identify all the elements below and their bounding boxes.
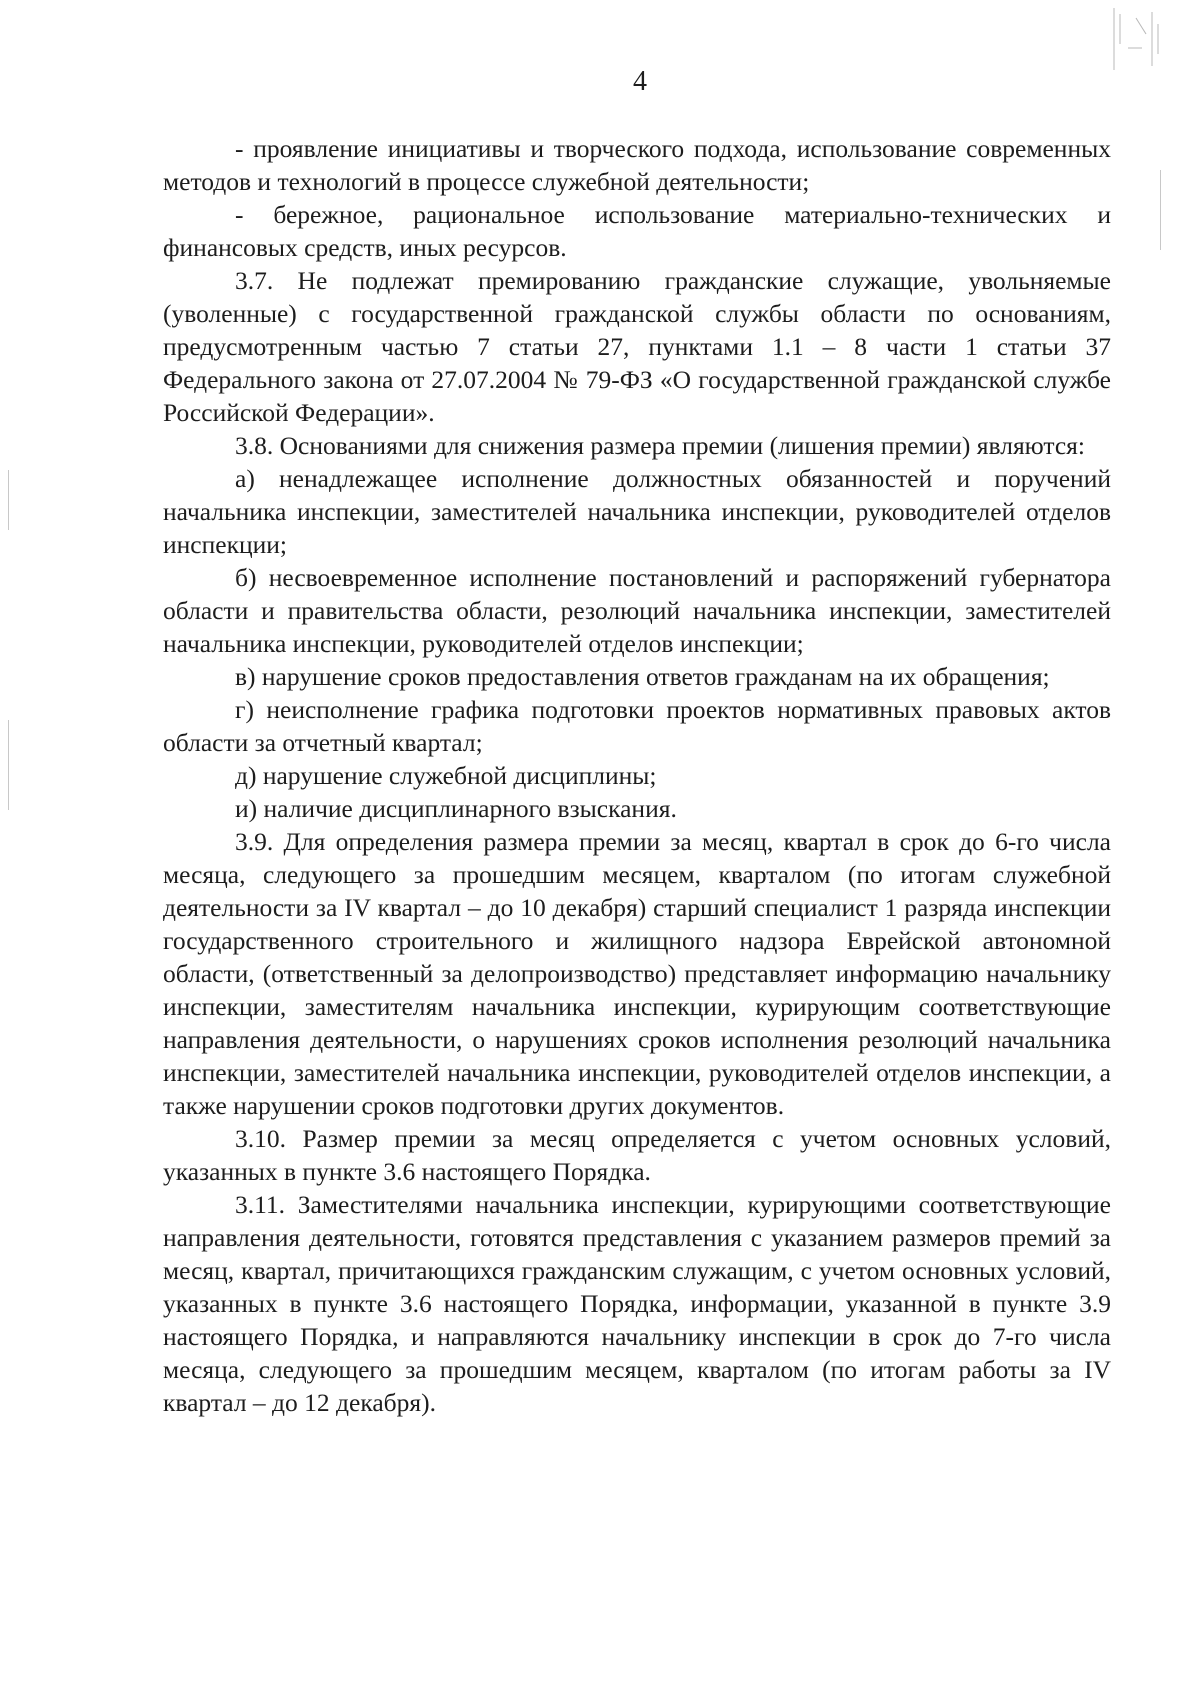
clause-3-8-a: а) ненадлежащее исполнение должностных обязанностей и поручений начальника инспекции, заместителей начальника инспекции, руководителей отделов инспекции;	[163, 464, 1111, 559]
list-item-initiative: - проявление инициативы и творческого подхода, использование современных методов и технологий в процессе служебной деятельности;	[163, 134, 1111, 196]
clause-3-11: 3.11. Заместителями начальника инспекции, курирующими соответствующие направления деятельности, готовятся представления с указанием размеров премий за месяц, квартал, причитающихся гражданским служащим, с учетом основных условий, указанных в пункте 3.6 настоящего Порядка, информации, указанной в пункте 3.9 настоящего Порядка, и направляются начальнику инспекции в срок до 7-го числа месяца, следующего за прошедшим месяцем, кварталом (по итогам работы за IV квартал – до 12 декабря).	[163, 1190, 1111, 1417]
scan-edge-mark	[8, 720, 9, 810]
clause-3-7: 3.7. Не подлежат премированию гражданские служащие, увольняемые (уволенные) с государственной гражданской службы области по основаниям, предусмотренным частью 7 статьи 27, пунктами 1.1 – 8 части 1 статьи 37 Федерального закона от 27.07.2004 № 79-ФЗ «О государственной гражданской службе Российской Федерации».	[163, 266, 1111, 427]
clause-3-8: 3.8. Основаниями для снижения размера премии (лишения премии) являются:	[235, 431, 1085, 460]
scan-edge-mark	[1160, 170, 1161, 250]
clause-3-8-d: д) нарушение служебной дисциплины;	[235, 761, 657, 790]
clause-3-8-v: в) нарушение сроков предоставления ответов гражданам на их обращения;	[235, 662, 1050, 691]
clause-3-10: 3.10. Размер премии за месяц определяется с учетом основных условий, указанных в пункте 3.6 настоящего Порядка.	[163, 1124, 1111, 1186]
clause-3-8-g: г) неисполнение графика подготовки проектов нормативных правовых актов области за отчетный квартал;	[163, 695, 1111, 757]
scan-edge-mark	[8, 470, 9, 530]
clause-3-8-i: и) наличие дисциплинарного взыскания.	[235, 794, 677, 823]
clause-3-8-b: б) несвоевременное исполнение постановлений и распоряжений губернатора области и правительства области, резолюций начальника инспекции, заместителей начальника инспекции, руководителей отделов инспекции;	[163, 563, 1111, 658]
clause-3-9: 3.9. Для определения размера премии за месяц, квартал в срок до 6-го числа месяца, следующего за прошедшим месяцем, кварталом (по итогам служебной деятельности за IV квартал – до 10 декабря) старший специалист 1 разряда инспекции государственного строительного и жилищного надзора Еврейской автономной области, (ответственный за делопроизводство) представляет информацию начальнику инспекции, заместителям начальника инспекции, курирующим соответствующие направления деятельности, о нарушениях сроков исполнения резолюций начальника инспекции, заместителей начальника инспекции, руководителей отделов инспекции, а также нарушении сроков подготовки других документов.	[163, 827, 1111, 1120]
document-body	[163, 132, 1111, 1419]
list-item-resources: - бережное, рациональное использование материально-технических и финансовых средств, иных ресурсов.	[163, 200, 1111, 262]
page-number: 4	[633, 66, 647, 97]
